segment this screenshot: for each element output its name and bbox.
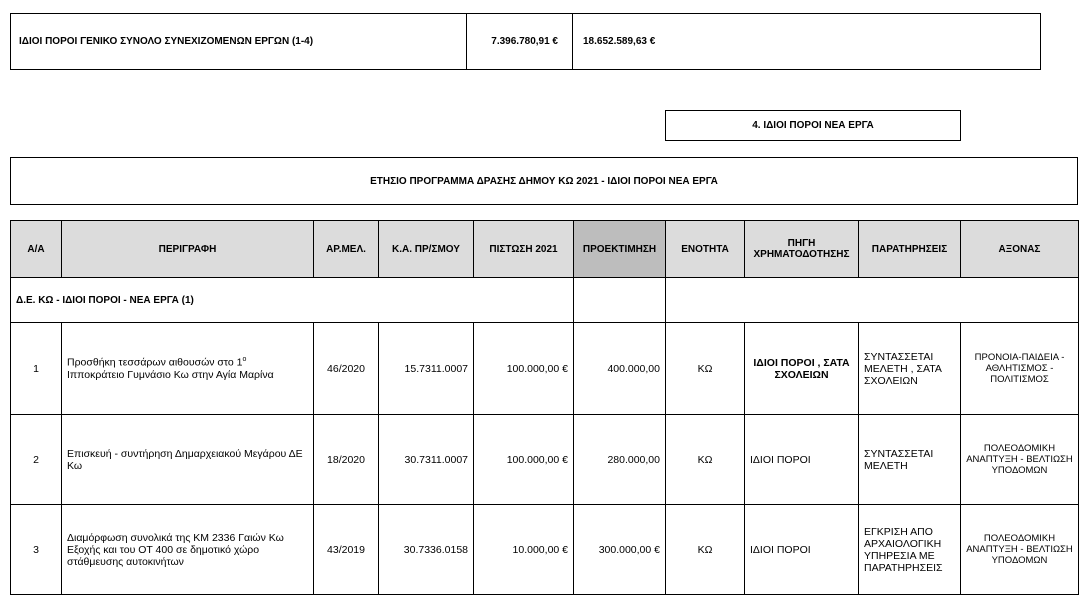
- row-credit: 10.000,00 €: [474, 505, 574, 595]
- row-remarks: ΣΥΝΤΑΣΣΕΤΑΙ ΜΕΛΕΤΗ: [859, 415, 961, 505]
- table-header-row: [11, 221, 1079, 278]
- col-header-remarks: ΠΑΡΑΤΗΡΗΣΕΙΣ: [859, 221, 961, 278]
- row-study-no: 46/2020: [314, 323, 379, 415]
- row-study-no: 43/2019: [314, 505, 379, 595]
- col-header-aa: Α/Α: [11, 221, 62, 278]
- group-empty-cell: [666, 278, 1079, 323]
- row-description: [62, 323, 314, 415]
- row-funding: ΙΔΙΟΙ ΠΟΡΟΙ , ΣΑΤΑ ΣΧΟΛΕΙΩΝ: [745, 323, 859, 415]
- row-description: Επισκευή - συντήρηση Δημαρχειακού Μεγάρου ΔΕ Κω: [62, 415, 314, 505]
- row-remarks: ΣΥΝΤΑΣΣΕΤΑΙ ΜΕΛΕΤΗ , ΣΑΤΑ ΣΧΟΛΕΙΩΝ: [859, 323, 961, 415]
- row-estimate: 300.000,00 €: [574, 505, 666, 595]
- row-unit: ΚΩ: [666, 323, 745, 415]
- col-header-study-no: ΑΡ.ΜΕΛ.: [314, 221, 379, 278]
- row-estimate: 280.000,00: [574, 415, 666, 505]
- col-header-unit: ΕΝΟΤΗΤΑ: [666, 221, 745, 278]
- projects-table: [10, 220, 1079, 595]
- table-row: [11, 415, 1079, 505]
- summary-credit-total: 7.396.780,91 €: [467, 14, 573, 69]
- col-header-ka: Κ.Α. ΠΡ/ΣΜΟΥ: [379, 221, 474, 278]
- group-estimate-cell: [574, 278, 666, 323]
- summary-label: ΙΔΙΟΙ ΠΟΡΟΙ ΓΕΝΙΚΟ ΣΥΝΟΛΟ ΣΥΝΕΧΙΖΟΜΕΝΩΝ ΕΡΓΩΝ (1-4): [11, 14, 467, 69]
- section-title: 4. ΙΔΙΟΙ ΠΟΡΟΙ ΝΕΑ ΕΡΓΑ: [665, 110, 961, 141]
- row-axes: ΠΟΛΕΟΔΟΜΙΚΗ ΑΝΑΠΤΥΞΗ - ΒΕΛΤΙΩΣΗ ΥΠΟΔΟΜΩΝ: [961, 505, 1079, 595]
- row-axes: ΠΟΛΕΟΔΟΜΙΚΗ ΑΝΑΠΤΥΞΗ - ΒΕΛΤΙΩΣΗ ΥΠΟΔΟΜΩΝ: [961, 415, 1079, 505]
- group-label: Δ.Ε. ΚΩ - ΙΔΙΟΙ ΠΟΡΟΙ - ΝΕΑ ΕΡΓΑ (1): [11, 278, 574, 323]
- col-header-description: ΠΕΡΙΓΡΑΦΗ: [62, 221, 314, 278]
- row-unit: ΚΩ: [666, 415, 745, 505]
- row-credit: 100.000,00 €: [474, 323, 574, 415]
- row-funding: ΙΔΙΟΙ ΠΟΡΟΙ: [745, 505, 859, 595]
- group-row: [11, 278, 1079, 323]
- row-study-no: 18/2020: [314, 415, 379, 505]
- row-axes: ΠΡΟΝΟΙΑ-ΠΑΙΔΕΙΑ - ΑΘΛΗΤΙΣΜΟΣ - ΠΟΛΙΤΙΣΜΟΣ: [961, 323, 1079, 415]
- table-title: ΕΤΗΣΙΟ ΠΡΟΓΡΑΜΜΑ ΔΡΑΣΗΣ ΔΗΜΟΥ ΚΩ 2021 - ΙΔΙΟΙ ΠΟΡΟΙ ΝΕΑ ΕΡΓΑ: [10, 157, 1078, 205]
- col-header-estimate: ΠΡΟΕΚΤΙΜΗΣΗ: [574, 221, 666, 278]
- row-funding: ΙΔΙΟΙ ΠΟΡΟΙ: [745, 415, 859, 505]
- col-header-axes: ΑΞΟΝΑΣ: [961, 221, 1079, 278]
- summary-budget-total: 18.652.589,63 €: [583, 36, 656, 47]
- row-unit: ΚΩ: [666, 505, 745, 595]
- row-description-text: Προσθήκη τεσσάρων αιθουσών στο 1: [67, 356, 243, 369]
- row-aa: 3: [11, 505, 62, 595]
- row-credit: 100.000,00 €: [474, 415, 574, 505]
- col-header-credit: ΠΙΣΤΩΣΗ 2021: [474, 221, 574, 278]
- row-aa: 2: [11, 415, 62, 505]
- col-header-funding: ΠΗΓΗ ΧΡΗΜΑΤΟΔΟΤΗΣΗΣ: [745, 221, 859, 278]
- summary-box: [10, 13, 1041, 70]
- row-remarks: ΕΓΚΡΙΣΗ ΑΠΟ ΑΡΧΑΙΟΛΟΓΙΚΗ ΥΠΗΡΕΣΙΑ ΜΕ ΠΑΡΑΤΗΡΗΣΕΙΣ: [859, 505, 961, 595]
- ordinal-superscript: ο: [242, 356, 247, 364]
- table-row: [11, 505, 1079, 595]
- row-description: Διαμόρφωση συνολικά της ΚΜ 2336 Γαιών Κω Εξοχής και του ΟΤ 400 σε δημοτικό χώρο στάθμευσης αυτοκινήτων: [62, 505, 314, 595]
- row-aa: 1: [11, 323, 62, 415]
- row-description-text-cont: Ιπποκράτειο Γυμνάσιο Κω στην Αγία Μαρίνα: [67, 368, 274, 381]
- row-ka: 15.7311.0007: [379, 323, 474, 415]
- row-ka: 30.7336.0158: [379, 505, 474, 595]
- row-ka: 30.7311.0007: [379, 415, 474, 505]
- row-estimate: 400.000,00: [574, 323, 666, 415]
- table-row: [11, 323, 1079, 415]
